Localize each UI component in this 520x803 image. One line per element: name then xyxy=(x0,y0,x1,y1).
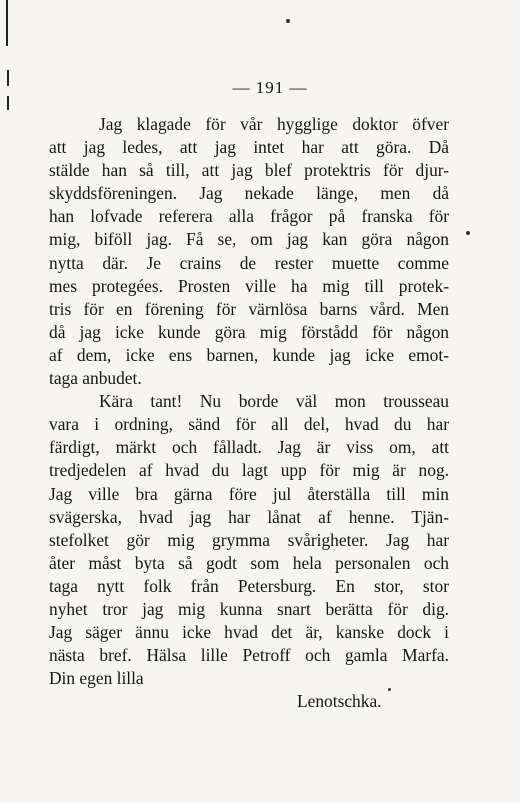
left-edge-mark xyxy=(6,0,8,46)
text-line: Kära tant! Nu borde väl mon trousseau xyxy=(99,391,449,412)
page-number: — 191 — xyxy=(232,78,308,97)
text-line: han lofvade referera alla frågor på franska för xyxy=(49,206,449,227)
text-line: nyhet tror jag mig kunna snart berätta för dig. xyxy=(49,598,449,619)
letter-body xyxy=(49,113,449,713)
speck xyxy=(286,19,290,23)
text-line: tris för en förening för värnlösa barns vård. Men xyxy=(49,298,449,319)
text-line: nytta där. Je crains de rester muette comme xyxy=(49,252,449,273)
text-line: Jag ville bra gärna före jul återställa till min xyxy=(49,483,449,504)
text-line: skyddsföreningen. Jag nekade länge, men då xyxy=(49,183,449,204)
text-line: åter måst byta så godt som hela personalen och xyxy=(49,552,449,573)
text-line: Jag klagade för vår hygglige doktor öfver xyxy=(99,114,449,134)
text-line: färdigt, märkt och fålladt. Jag är viss om, att xyxy=(49,437,449,458)
speck xyxy=(466,231,470,235)
text-line: Jag säger ännu icke hvad det är, kanske dock i xyxy=(49,622,449,643)
left-edge-mark xyxy=(7,96,9,110)
text-line: taga nytt folk från Petersburg. En stor, stor xyxy=(49,575,449,596)
text-line: stälde han så till, att jag blef protektris för djur- xyxy=(49,160,449,181)
text-line: nästa bref. Hälsa lille Petroff och gamla Marfa. xyxy=(49,645,449,666)
text-line: mes protegées. Prosten ville ha mig till protek- xyxy=(49,275,449,296)
text-line: taga anbudet. xyxy=(49,368,142,389)
text-line: af dem, icke ens barnen, kunde jag icke emot- xyxy=(49,344,449,365)
left-edge-mark xyxy=(7,70,9,86)
paragraph xyxy=(49,113,449,390)
text-line: mig, biföll jag. Få se, om jag kan göra någon xyxy=(49,229,449,250)
text-line: vara i ordning, sänd för all del, hvad du har xyxy=(49,414,449,435)
text-line: svägerska, hvad jag har lånat af henne. Tjän- xyxy=(49,506,449,527)
paragraph xyxy=(49,390,449,690)
text-line: då jag icke kunde göra mig förstådd för någon xyxy=(49,321,449,342)
signature: Lenotschka. xyxy=(297,691,382,712)
text-line: tredjedelen af hvad du lagt upp för mig är nog. xyxy=(49,460,449,481)
text-line: Din egen lilla xyxy=(49,668,144,689)
text-line: stefolket gör mig grymma svårigheter. Jag har xyxy=(49,529,449,550)
text-line: att jag ledes, att jag intet har att göra. Då xyxy=(49,137,449,158)
